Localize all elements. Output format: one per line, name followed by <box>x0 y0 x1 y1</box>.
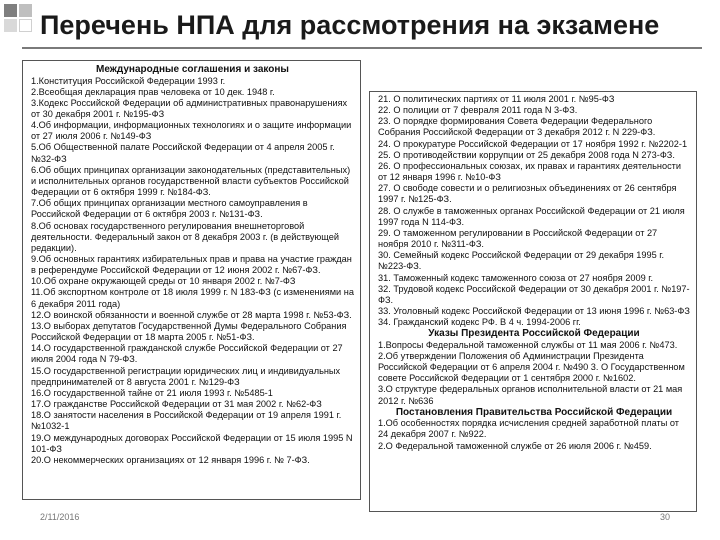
list-item: 11.Об экспортном контроле от 18 июля 1999 г. N 183-ФЗ (с изменениями на 6 декабря 2011 года) <box>31 287 354 309</box>
list-item: 18.О занятости населения в Российской Федерации от 19 апреля 1991 г. №1032-1 <box>31 410 342 432</box>
decor-square-white <box>19 19 32 32</box>
list-item: 26. О профессиональных союзах, их правах и гарантиях деятельности от 12 января 1996 г. №10-ФЗ <box>378 160 682 183</box>
list-item: 2.Всеобщая декларация прав человека от 10 дек. 1948 г. <box>31 86 275 97</box>
page-number: 30 <box>660 512 671 522</box>
list-item: 30. Семейный кодекс Российской Федерации от 29 декабря 1995 г. №223-ФЗ. <box>378 250 665 272</box>
decor-square-dark <box>4 4 17 17</box>
list-item: 19.О международных договорах Российской Федерации от 15 июля 1995 N 101-ФЗ <box>31 432 353 454</box>
list-item: 21. О политических партиях от 11 июля 2001 г. №95-ФЗ <box>378 94 615 104</box>
list-item: 29. О таможенном регулировании в Российской Федерации от 27 ноября 2010 г. №311-ФЗ. <box>378 227 658 250</box>
list-item: 1.Конституция Российской Федерации 1993 г. <box>31 75 226 86</box>
list-item: 2.Об утверждении Положения об Администрации Президента Российской Федерации от 6 апреля 2004 г. №490 3. О Государственном совете Российской Федерации от 1 сентября 2000 г. №1602. <box>378 350 685 384</box>
list-item: 17.О гражданстве Российской Федерации от 31 мая 2002 г. №62-ФЗ <box>31 399 322 410</box>
list-item: 27. О свободе совести и о религиозных объединениях от 26 сентября 1997 г. №125-ФЗ. <box>378 183 677 205</box>
title-divider <box>22 47 702 49</box>
list-item: 6.Об общих принципах организации законодательных (представительных) и исполнительных органов государственной власти субъектов Российской Федерации от 6 октября 1999 г. №184-ФЗ. <box>31 164 351 198</box>
list-item: 25. О противодействии коррупции от 25 декабря 2008 года N 273-ФЗ. <box>378 149 675 160</box>
decor-square-mid <box>19 4 32 17</box>
list-item: 34. Гражданский кодекс РФ. В 4 ч. 1994-2006 гг. <box>378 317 581 328</box>
decrees-list <box>378 340 690 407</box>
list-item: 20.О некоммерческих организациях от 12 января 1996 г. № 7-ФЗ. <box>31 454 310 465</box>
list-item: 33. Уголовный кодекс Российской Федерации от 13 июня 1996 г. №63-ФЗ <box>378 305 690 316</box>
list-item: 7.Об общих принципах организации местного самоуправления в Российской Федерации от 6 октября 2003 г. №131-ФЗ. <box>31 198 308 220</box>
list-item: 3.О структуре федеральных органов исполнительной власти от 21 мая 2012 г. №636 <box>378 384 683 406</box>
list-item: 8.Об основах государственного регулирования внешнеторговой деятельности. Федеральный закон от 8 декабря 2003 г. (в действующей редакции). <box>31 220 340 253</box>
slide-title: Перечень НПА для рассмотрения на экзамене <box>40 10 660 40</box>
list-item: 16.О государственной тайне от 21 июля 1993 г. №5485-1 <box>31 387 273 398</box>
list-item: 22. О полиции от 7 февраля 2011 года N 3-ФЗ. <box>378 105 578 116</box>
list-item: 15.О государственной регистрации юридических лиц и индивидуальных предпринимателей от 8 августа 2001 г. №129-ФЗ <box>31 365 341 387</box>
footer-date: 2/11/2016 <box>40 512 80 522</box>
list-item: 28. О службе в таможенных органах Российской Федерации от 21 июля 1997 года N 114-ФЗ. <box>378 205 685 227</box>
list-item: 24. О прокуратуре Российской Федерации от 17 ноября 1992 г. №2202-1 <box>378 138 688 149</box>
decrees-heading: Указы Президента Российской Федерации <box>428 328 640 340</box>
list-item: 14.О государственной гражданской службе Российской Федерации от 27 июля 2004 года N 79-ФЗ. <box>31 343 343 365</box>
list-item: 4.Об информации, информационных технологиях и о защите информации от 27 июля 2006 г. №149-ФЗ <box>31 120 352 142</box>
list-item: 3.Кодекс Российской Федерации об административных правонарушениях от 30 декабря 2001 г. №195-ФЗ <box>31 97 348 119</box>
list-item: 10.Об охране окружающей среды от 10 января 2002 г. №7-ФЗ <box>31 276 296 287</box>
right-column <box>369 91 697 512</box>
government-list <box>378 418 690 451</box>
list-item: 1.Вопросы Федеральной таможенной службы от 11 мая 2006 г. №473. <box>378 339 678 350</box>
list-item: 32. Трудовой кодекс Российской Федерации от 30 декабря 2001 г. №197-ФЗ. <box>378 283 690 305</box>
list-item: 9.Об основных гарантиях избирательных прав и права на участие граждан в референдуме Российской Федерации от 12 июня 2002 г. №67-ФЗ. <box>31 254 352 276</box>
list-item: 12.О воинской обязанности и военной службе от 28 марта 1998 г. №53-ФЗ. <box>31 309 352 320</box>
left-list <box>31 76 354 466</box>
left-column <box>22 60 361 500</box>
decor-square-light <box>4 19 17 32</box>
right-laws-list <box>378 94 690 328</box>
list-item: 31. Таможенный кодекс таможенного союза от 27 ноября 2009 г. <box>378 272 654 283</box>
government-heading: Постановления Правительства Российской Федерации <box>395 406 673 418</box>
left-heading: Международные соглашения и законы <box>96 64 289 75</box>
list-item: 5.Об Общественной палате Российской Федерации от 4 апреля 2005 г. №32-ФЗ <box>31 142 335 164</box>
list-item: 1.Об особенностях порядка исчисления средней заработной платы от 24 декабря 2007 г. №922. <box>378 418 679 440</box>
list-item: 23. О порядке формирования Совета Федерации Федерального Собрания Российской Федерации от 3 декабря 2012 г. N 229-ФЗ. <box>378 116 656 138</box>
list-item: 2.О Федеральной таможенной службе от 26 июля 2006 г. №459. <box>378 440 652 451</box>
list-item: 13.О выборах депутатов Государственной Думы Федерального Собрания Российской Федерации от 18 марта 2005 г. №51-ФЗ. <box>31 320 347 343</box>
